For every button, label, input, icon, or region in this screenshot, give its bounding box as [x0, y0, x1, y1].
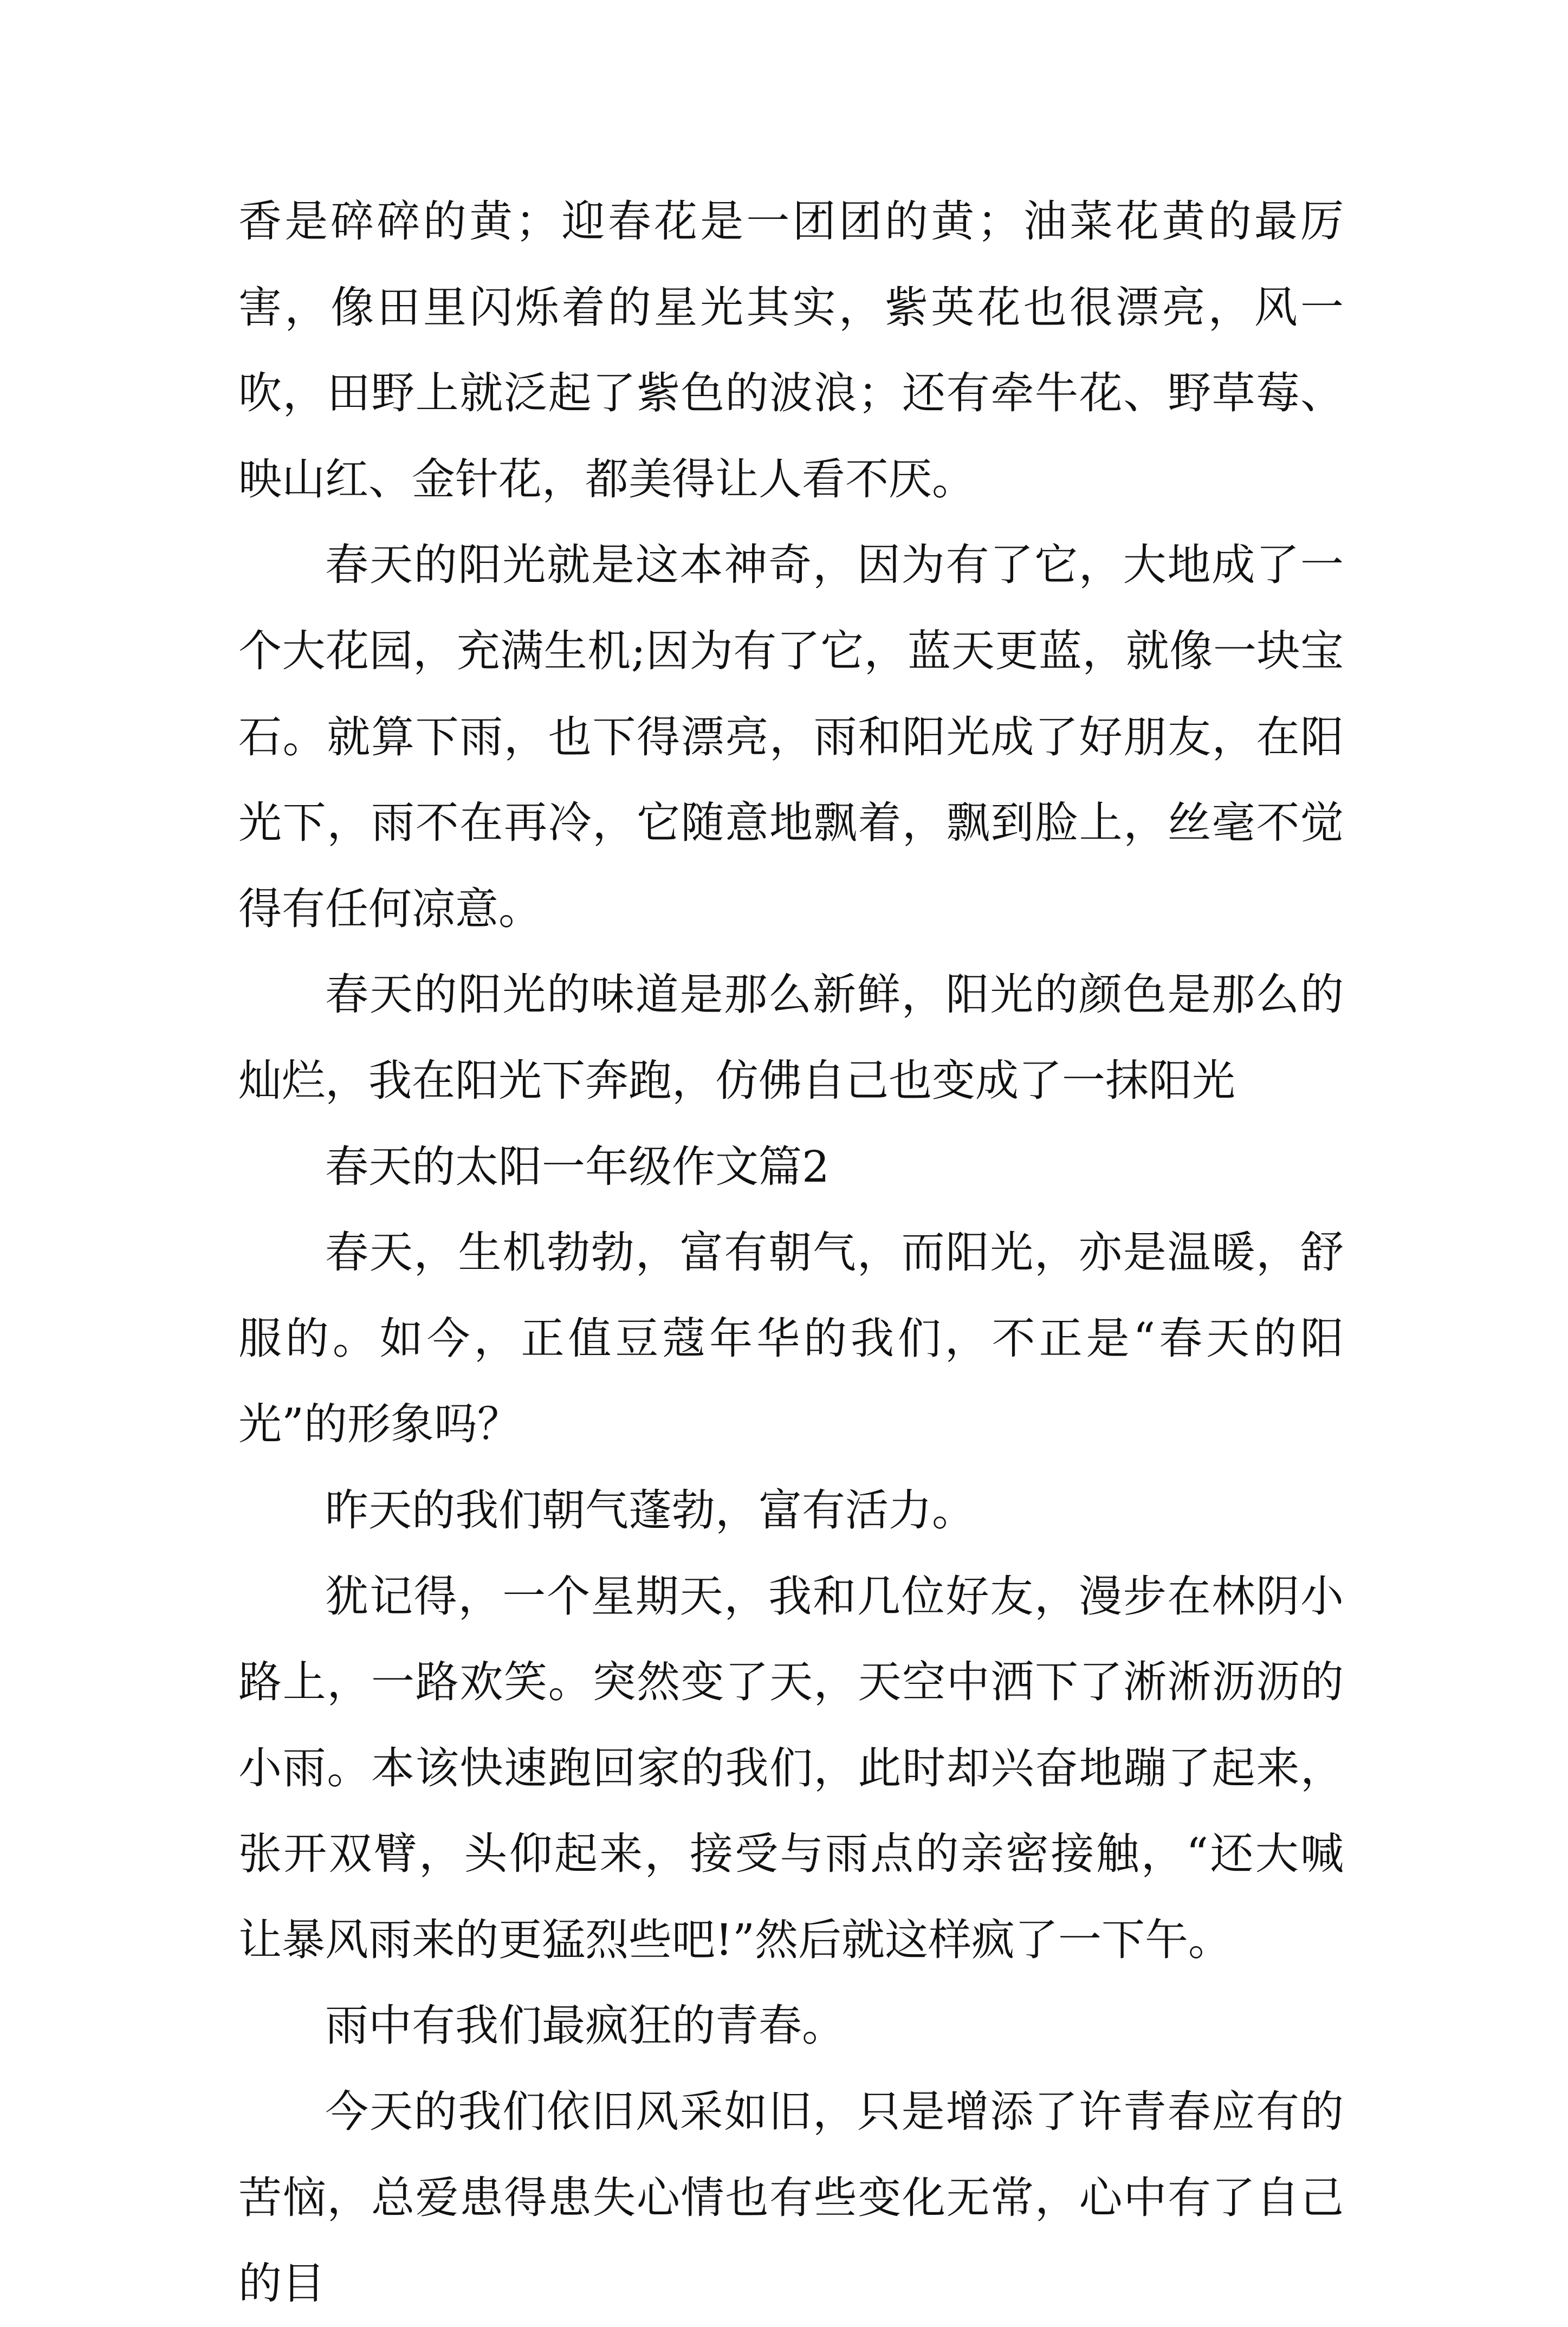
- paragraph-3: 春天的阳光的味道是那么新鲜，阳光的颜色是那么的灿烂，我在阳光下奔跑，仿佛自己也变成了一抹阳光: [238, 969, 1344, 1106]
- paragraph-9: 今天的我们依旧风采如旧，只是增添了许青春应有的苦恼，总爱患得患失心情也有些变化无常，心中有了自己的目: [238, 2086, 1344, 2309]
- paragraph-5: 春天，生机勃勃，富有朝气，而阳光，亦是温暖，舒服的。如今，正值豆蔻年华的我们，不正是“春天的阳光”的形象吗？: [238, 1227, 1344, 1450]
- paragraph-8: 雨中有我们最疯狂的青春。: [325, 2000, 845, 2051]
- document-body: [238, 179, 1344, 2327]
- paragraph-2: 春天的阳光就是这本神奇，因为有了它，大地成了一个大花园，充满生机;因为有了它，蓝天更蓝，就像一块宝石。就算下雨，也下得漂亮，雨和阳光成了好朋友，在阳光下，雨不在再冷，它随意地飘着，飘到脸上，丝毫不觉得有任何凉意。: [238, 540, 1344, 934]
- paragraph-1: 香是碎碎的黄；迎春花是一团团的黄；油菜花黄的最厉害，像田里闪烁着的星光其实，紫英花也很漂亮，风一吹，田野上就泛起了紫色的波浪；还有牵牛花、野草莓、映山红、金针花，都美得让人看不厌。: [238, 196, 1344, 504]
- section-heading: 春天的太阳一年级作文篇2: [325, 1141, 830, 1192]
- paragraph-7: 犹记得，一个星期天，我和几位好友，漫步在林阴小路上，一路欢笑。突然变了天，天空中洒下了淅淅沥沥的小雨。本该快速跑回家的我们，此时却兴奋地蹦了起来，张开双臂，头仰起来，接受与雨点的亲密接触，“还大喊让暴风雨来的更猛烈些吧!”然后就这样疯了一下午。: [238, 1571, 1344, 1965]
- paragraph-6: 昨天的我们朝气蓬勃，富有活力。: [325, 1485, 975, 1535]
